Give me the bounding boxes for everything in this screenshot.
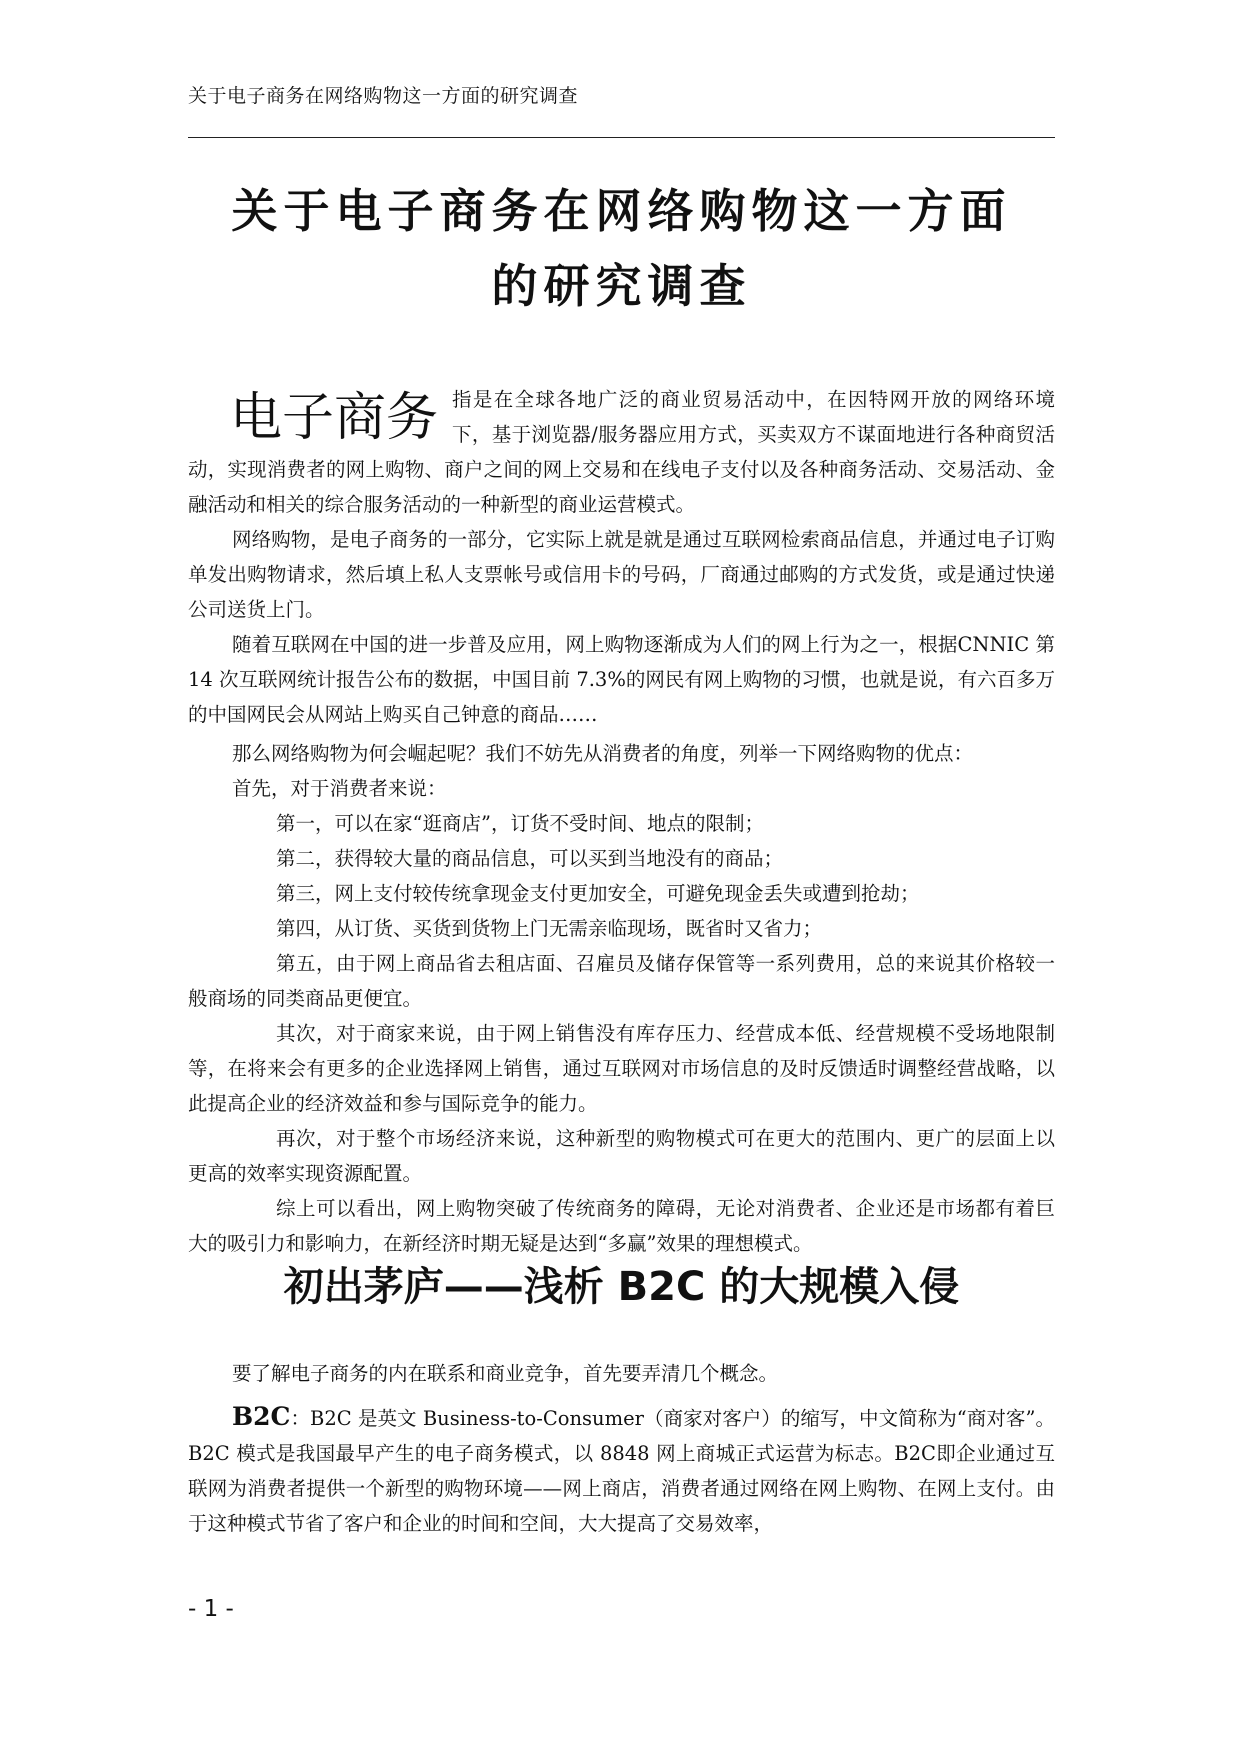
- advantages-question: 那么网络购物为何会崛起呢？我们不妨先从消费者的角度，列举一下网络购物的优点：: [232, 742, 974, 765]
- advantage-item-1: 第一，可以在家“逛商店”，订货不受时间、地点的限制；: [276, 812, 764, 835]
- document-title-line-2: 的研究调查: [491, 259, 752, 313]
- paragraph-merchants: 其次，对于商家来说，由于网上销售没有库存压力、经营成本低、经营规模不受场地限制等，在将来会有更多的企业选择网上销售，通过互联网对市场信息的及时反馈适时调整经营战略，以此提高企业的经济效益和参与国际竞争的能力。: [188, 1022, 1055, 1115]
- advantages-consumer-intro: 首先，对于消费者来说：: [232, 777, 447, 800]
- b2c-term: B2C: [232, 1402, 291, 1431]
- b2c-intro: 要了解电子商务的内在联系和商业竞争，首先要弄清几个概念。: [232, 1362, 779, 1385]
- b2c-section: [188, 1356, 1055, 1541]
- definition-text: 指是在全球各地广泛的商业贸易活动中，在因特网开放的网络环境下，基于浏览器/服务器应用方式，买卖双方不谋面地进行各种商贸活动，实现消费者的网上购物、商户之间的网上交易和在线电子支付以及各种商务活动、交易活动、金融活动和相关的综合服务活动的一种新型的商业运营模式。: [188, 388, 1055, 516]
- section-heading-b2c: 初出茅庐——浅析 B2C 的大规模入侵: [283, 1264, 960, 1310]
- advantage-item-5: 第五，由于网上商品省去租店面、召雇员及储存保管等一系列费用，总的来说其价格较一般商场的同类商品更便宜。: [188, 952, 1055, 1010]
- advantage-item-3: 第三，网上支付较传统拿现金支付更加安全，可避免现金丢失或遭到抢劫；: [276, 882, 920, 905]
- b2c-definition: [188, 1399, 1055, 1541]
- header-divider: [188, 137, 1055, 138]
- advantages-section: [188, 736, 1055, 1261]
- definition-paragraph: [188, 382, 1055, 522]
- running-header: 关于电子商务在网络购物这一方面的研究调查: [188, 85, 579, 107]
- paragraph-market: 再次，对于整个市场经济来说，这种新型的购物模式可在更大的范围内、更广的层面上以更高的效率实现资源配置。: [188, 1127, 1055, 1185]
- b2c-definition-text: ：B2C 是英文 Business-to-Consumer（商家对客户）的缩写，中文简称为“商对客”。 B2C 模式是我国最早产生的电子商务模式，以 8848 网上商城正式运营为标志。B2C即企业通过互联网为消费者提供一个新型的购物环境——网上商店，消费者通过网络在网上购物、在网上支付。由于这种模式节省了客户和企业的时间和空间，大大提高了交易效率，: [188, 1407, 1055, 1535]
- paragraph-online-shopping: 网络购物，是电子商务的一部分，它实际上就是就是通过互联网检索商品信息，并通过电子订购单发出购物请求，然后填上私人支票帐号或信用卡的号码，厂商通过邮购的方式发货，或是通过快递公司送货上门。: [188, 528, 1055, 621]
- paragraph-summary: 综上可以看出，网上购物突破了传统商务的障碍，无论对消费者、企业还是市场都有着巨大的吸引力和影响力，在新经济时期无疑是达到“多赢”效果的理想模式。: [188, 1197, 1055, 1255]
- intro-section: [188, 382, 1055, 732]
- advantage-item-4: 第四，从订货、买货到货物上门无需亲临现场，既省时又省力；: [276, 917, 823, 940]
- lead-term: 电子商务: [230, 388, 439, 448]
- advantage-item-2: 第二，获得较大量的商品信息，可以买到当地没有的商品；: [276, 847, 784, 870]
- page-number: - 1 -: [188, 1596, 234, 1622]
- paragraph-cnnic: 随着互联网在中国的进一步普及应用，网上购物逐渐成为人们的网上行为之一，根据CNNIC 第 14 次互联网统计报告公布的数据，中国目前 7.3%的网民有网上购物的习惯，也就是说，有六百多万的中国网民会从网站上购买自己钟意的商品……: [188, 633, 1055, 726]
- document-title-line-1: 关于电子商务在网络购物这一方面: [231, 184, 1012, 238]
